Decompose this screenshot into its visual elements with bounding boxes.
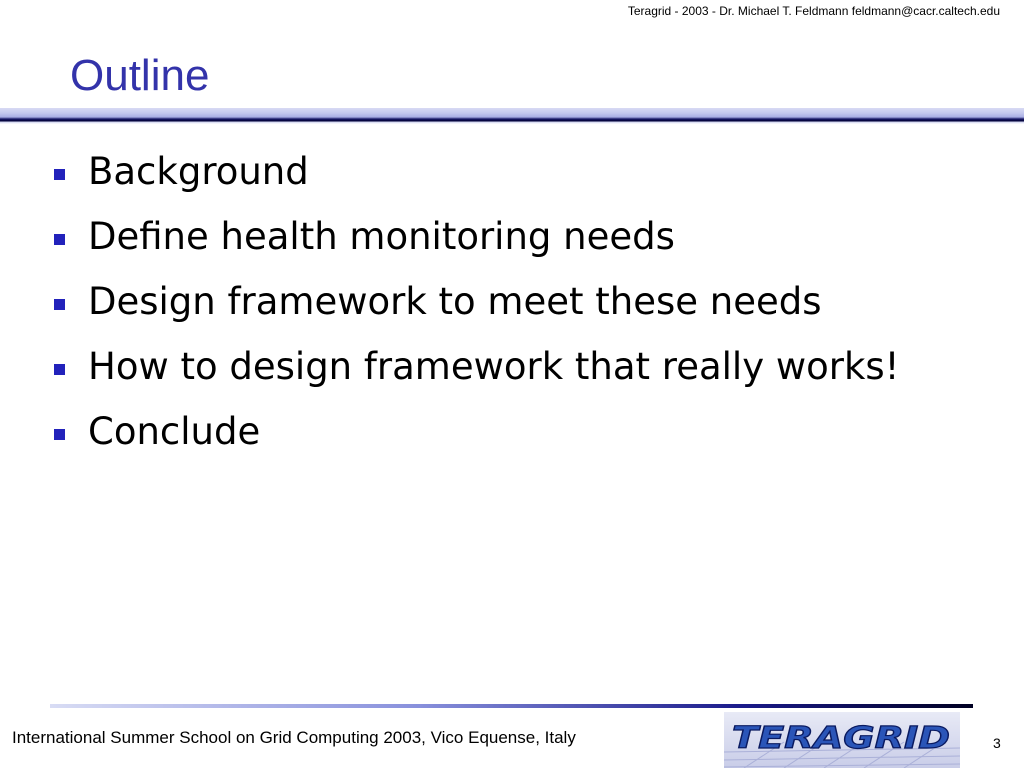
title-divider <box>0 108 1024 124</box>
square-bullet-icon <box>54 299 65 310</box>
footer-text: International Summer School on Grid Computing 2003, Vico Equense, Italy <box>12 728 576 747</box>
bullet-text: Define health monitoring needs <box>88 215 675 258</box>
square-bullet-icon <box>54 234 65 245</box>
square-bullet-icon <box>54 364 65 375</box>
list-item <box>52 211 900 276</box>
teragrid-logo <box>724 712 960 768</box>
list-item <box>52 146 900 211</box>
bullet-list <box>52 146 900 471</box>
teragrid-logo-graphic <box>724 712 960 768</box>
list-item <box>52 341 900 406</box>
page-number: 3 <box>993 735 1001 751</box>
header-note: Teragrid - 2003 - Dr. Michael T. Feldmann feldmann@cacr.caltech.edu <box>627 4 1000 18</box>
bullet-text: Conclude <box>88 410 261 453</box>
footer-divider <box>50 704 973 708</box>
square-bullet-icon <box>54 429 65 440</box>
logo-wordmark: TERAGRID <box>732 721 950 756</box>
bullet-text: How to design framework that really works! <box>88 345 900 388</box>
bullet-text: Background <box>88 150 309 193</box>
list-item <box>52 406 900 471</box>
list-item <box>52 276 900 341</box>
bullet-text: Design framework to meet these needs <box>88 280 822 323</box>
slide-title: Outline <box>70 51 210 100</box>
square-bullet-icon <box>54 169 65 180</box>
